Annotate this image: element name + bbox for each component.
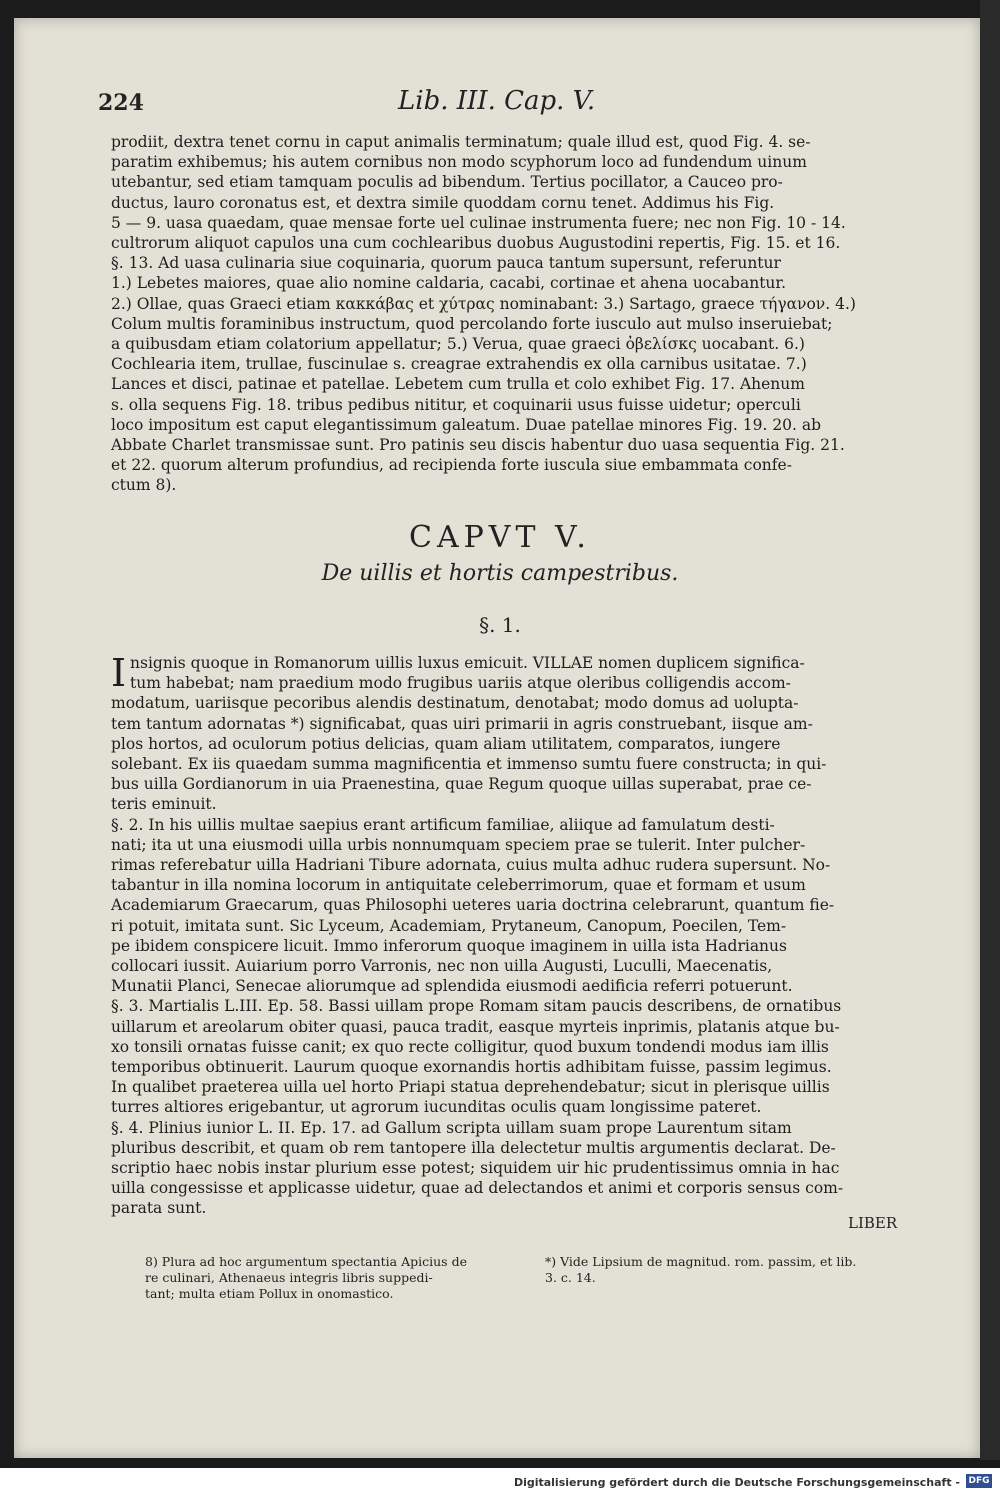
- drop-capital: I: [111, 651, 127, 695]
- text-line: xo tonsili ornatas fuisse canit; ex quo recte colligitur, quod buxum tondendi modus iam illis: [111, 1037, 829, 1056]
- text-line: tem tantum adornatas *) significabat, quas uiri primarii in agris construebant, iisque am-: [111, 714, 813, 733]
- text-line: paratim exhibemus; his autem cornibus non modo scyphorum loco ad fundendum uinum: [111, 153, 807, 172]
- text-line: tum habebat; nam praedium modo frugibus uariis atque oleribus colligendis accom-: [130, 674, 791, 693]
- text-line: In qualibet praeterea uilla uel horto Priapi statua deprehendebatur; sicut in plerisque uillis: [111, 1078, 830, 1097]
- running-head: Lib. III. Cap. V.: [398, 86, 596, 116]
- text-line: ri potuit, imitata sunt. Sic Lyceum, Academiam, Prytaneum, Canopum, Poecilen, Tem-: [111, 916, 787, 935]
- text-line: pluribus describit, et quam ob rem tantopere illa delectetur multis argumentis declarat. De-: [111, 1138, 836, 1157]
- chapter-section-mark: §. 1.: [479, 613, 521, 637]
- text-line: temporibus obtinuerit. Laurum quoque exornandis hortis adhibitam fuisse, passim legimus.: [111, 1058, 832, 1077]
- text-line: §. 2. In his uillis multae saepius erant artificum familiae, aliique ad famulatum desti-: [111, 815, 775, 834]
- text-line: collocari iussit. Auiarium porro Varronis, nec non uilla Augusti, Luculli, Maecenatis,: [111, 957, 773, 976]
- text-line: tabantur in illa nomina locorum in antiquitate celeberrimorum, quae et formam et usum: [111, 876, 806, 895]
- catchword: LIBER: [848, 1214, 898, 1232]
- text-line: §. 4. Plinius iunior L. II. Ep. 17. ad Gallum scripta uillam suam prope Laurentum sitam: [111, 1118, 792, 1137]
- text-line: Munatii Planci, Senecae aliorumque ad splendida eiusmodi aedificia referri potuerunt.: [111, 977, 793, 996]
- page-number: 224: [98, 90, 144, 116]
- text-line: a quibusdam etiam colatorium appellatur; 5.) Verua, quae graeci ὀβελίσκς uocabant. 6.): [111, 335, 805, 354]
- text-line: 2.) Ollae, quas Graeci etiam κακκάβας et χύτρας nominabant: 3.) Sartago, graece τήγανον. 4.): [111, 294, 856, 313]
- text-line: plos hortos, ad oculorum potius delicias, quam aliam utilitatem, comparatos, iungere: [111, 734, 781, 753]
- text-line: 5 — 9. uasa quaedam, quae mensae forte uel culinae instrumenta fuere; nec non Fig. 10 - 14.: [111, 213, 846, 232]
- dfg-logo: DFG: [966, 1474, 992, 1488]
- footnote-line: 3. c. 14.: [545, 1270, 596, 1285]
- page-header: [98, 84, 928, 124]
- text-line: Academiarum Graecarum, quas Philosophi ueteres uaria doctrina celebrarunt, quantum fie-: [111, 896, 835, 915]
- text-line: parata sunt.: [111, 1199, 207, 1218]
- text-line: s. olla sequens Fig. 18. tribus pedibus nititur, et coquinarii usus fuisse uidetur; operculi: [111, 395, 801, 414]
- footnote-line: re culinari, Athenaeus integris libris suppedi-: [145, 1270, 433, 1285]
- footnote-line: 8) Plura ad hoc argumentum spectantia Apicius de: [145, 1254, 467, 1269]
- text-line: utebantur, sed etiam tamquam poculis ad bibendum. Tertius pocillator, a Cauceo pro-: [111, 173, 783, 192]
- text-line: nsignis quoque in Romanorum uillis luxus emicuit. VILLAE nomen duplicem significa-: [130, 654, 805, 672]
- text-line: 1.) Lebetes maiores, quae alio nomine caldaria, cacabi, cortinae et ahena uocabantur.: [111, 274, 787, 293]
- footer-bar: [0, 1468, 1000, 1497]
- text-line: Colum multis foraminibus instructum, quod percolando forte iusculo aut mulso inseruiebat;: [111, 314, 833, 333]
- funding-note: Digitalisierung gefördert durch die Deutsche Forschungsgemeinschaft -: [513, 1476, 960, 1489]
- text-line: Cochlearia item, trullae, fuscinulae s. creagrae extrahendis ex olla carnibus usitatae. 7.): [111, 355, 807, 374]
- text-line: ctum 8).: [111, 476, 177, 495]
- text-line: uilla congessisse et applicasse uidetur, quae ad delectandos et animi et corporis sensus com-: [111, 1179, 844, 1198]
- text-line: §. 3. Martialis L.III. Ep. 58. Bassi uillam prope Romam sitam paucis describens, de ornatibus: [111, 997, 842, 1016]
- chapter-subtitle: De uillis et hortis campestribus.: [321, 561, 679, 586]
- top-paragraph: [111, 132, 907, 496]
- text-line: loco impositum est caput elegantissimum galeatum. Duae patellae minores Fig. 19. 20. ab: [111, 415, 822, 434]
- text-line: scriptio haec nobis instar plurium esse potest; siquidem uir hic prudentissimus omnia in hac: [111, 1159, 840, 1178]
- footnote-right: [545, 1254, 915, 1286]
- text-line: nati; ita ut una eiusmodi uilla urbis nonnumquam speciem prae se tulerit. Inter pulcher-: [111, 835, 806, 854]
- chapter-title: CAPVT V.: [409, 520, 591, 555]
- text-line: prodiit, dextra tenet cornu in caput animalis terminatum; quale illud est, quod Fig. 4. se-: [111, 133, 811, 151]
- text-line: pe ibidem conspicere licuit. Immo inferorum quoque imaginem in uilla ista Hadrianus: [111, 936, 787, 955]
- book-spine-edge: [980, 0, 1000, 1460]
- footnote-line: tant; multa etiam Pollux in onomastico.: [145, 1286, 394, 1301]
- text-line: turres altiores erigebantur, ut agrorum iucunditas oculis quam longissime pateret.: [111, 1098, 762, 1117]
- text-line: teris eminuit.: [111, 795, 217, 814]
- text-line: cultrorum aliquot capulos una cum cochlearibus duobus Augustodini repertis, Fig. 15. et 16.: [111, 234, 841, 253]
- footnote-line: *) Vide Lipsium de magnitud. rom. passim, et lib.: [545, 1254, 857, 1269]
- text-line: ductus, lauro coronatus est, et dextra simile quoddam cornu tenet. Addimus his Fig.: [111, 193, 775, 212]
- text-line: bus uilla Gordianorum in uia Praenestina, quae Regum quoque uillas superabat, prae ce-: [111, 775, 812, 794]
- text-line: solebant. Ex iis quaedam summa magnificentia et immenso sumtu fuere constructa; in qui-: [111, 755, 827, 774]
- text-line: Lances et disci, patinae et patellae. Lebetem cum trulla et colo exhibet Fig. 17. Ahenum: [111, 375, 805, 394]
- chapter-body: [111, 653, 907, 1219]
- text-line: modatum, uariisque pecoribus alendis destinatum, denotabat; modo domus ad uolupta-: [111, 694, 799, 713]
- text-line: §. 13. Ad uasa culinaria siue coquinaria, quorum pauca tantum supersunt, referuntur: [111, 254, 781, 273]
- text-line: Abbate Charlet transmissae sunt. Pro patinis seu discis habentur duo uasa sequentia Fig. 21.: [111, 436, 845, 455]
- text-line: et 22. quorum alterum profundius, ad recipienda forte iuscula siue embammata confe-: [111, 456, 792, 475]
- footnote-left: [145, 1254, 515, 1302]
- text-line: rimas referebatur uilla Hadriani Tibure adornata, cuius multa adhuc rudera supersunt. No-: [111, 856, 831, 875]
- text-line: uillarum et areolarum obiter quasi, pauca tradit, easque myrteis inprimis, platanis atque bu-: [111, 1017, 840, 1036]
